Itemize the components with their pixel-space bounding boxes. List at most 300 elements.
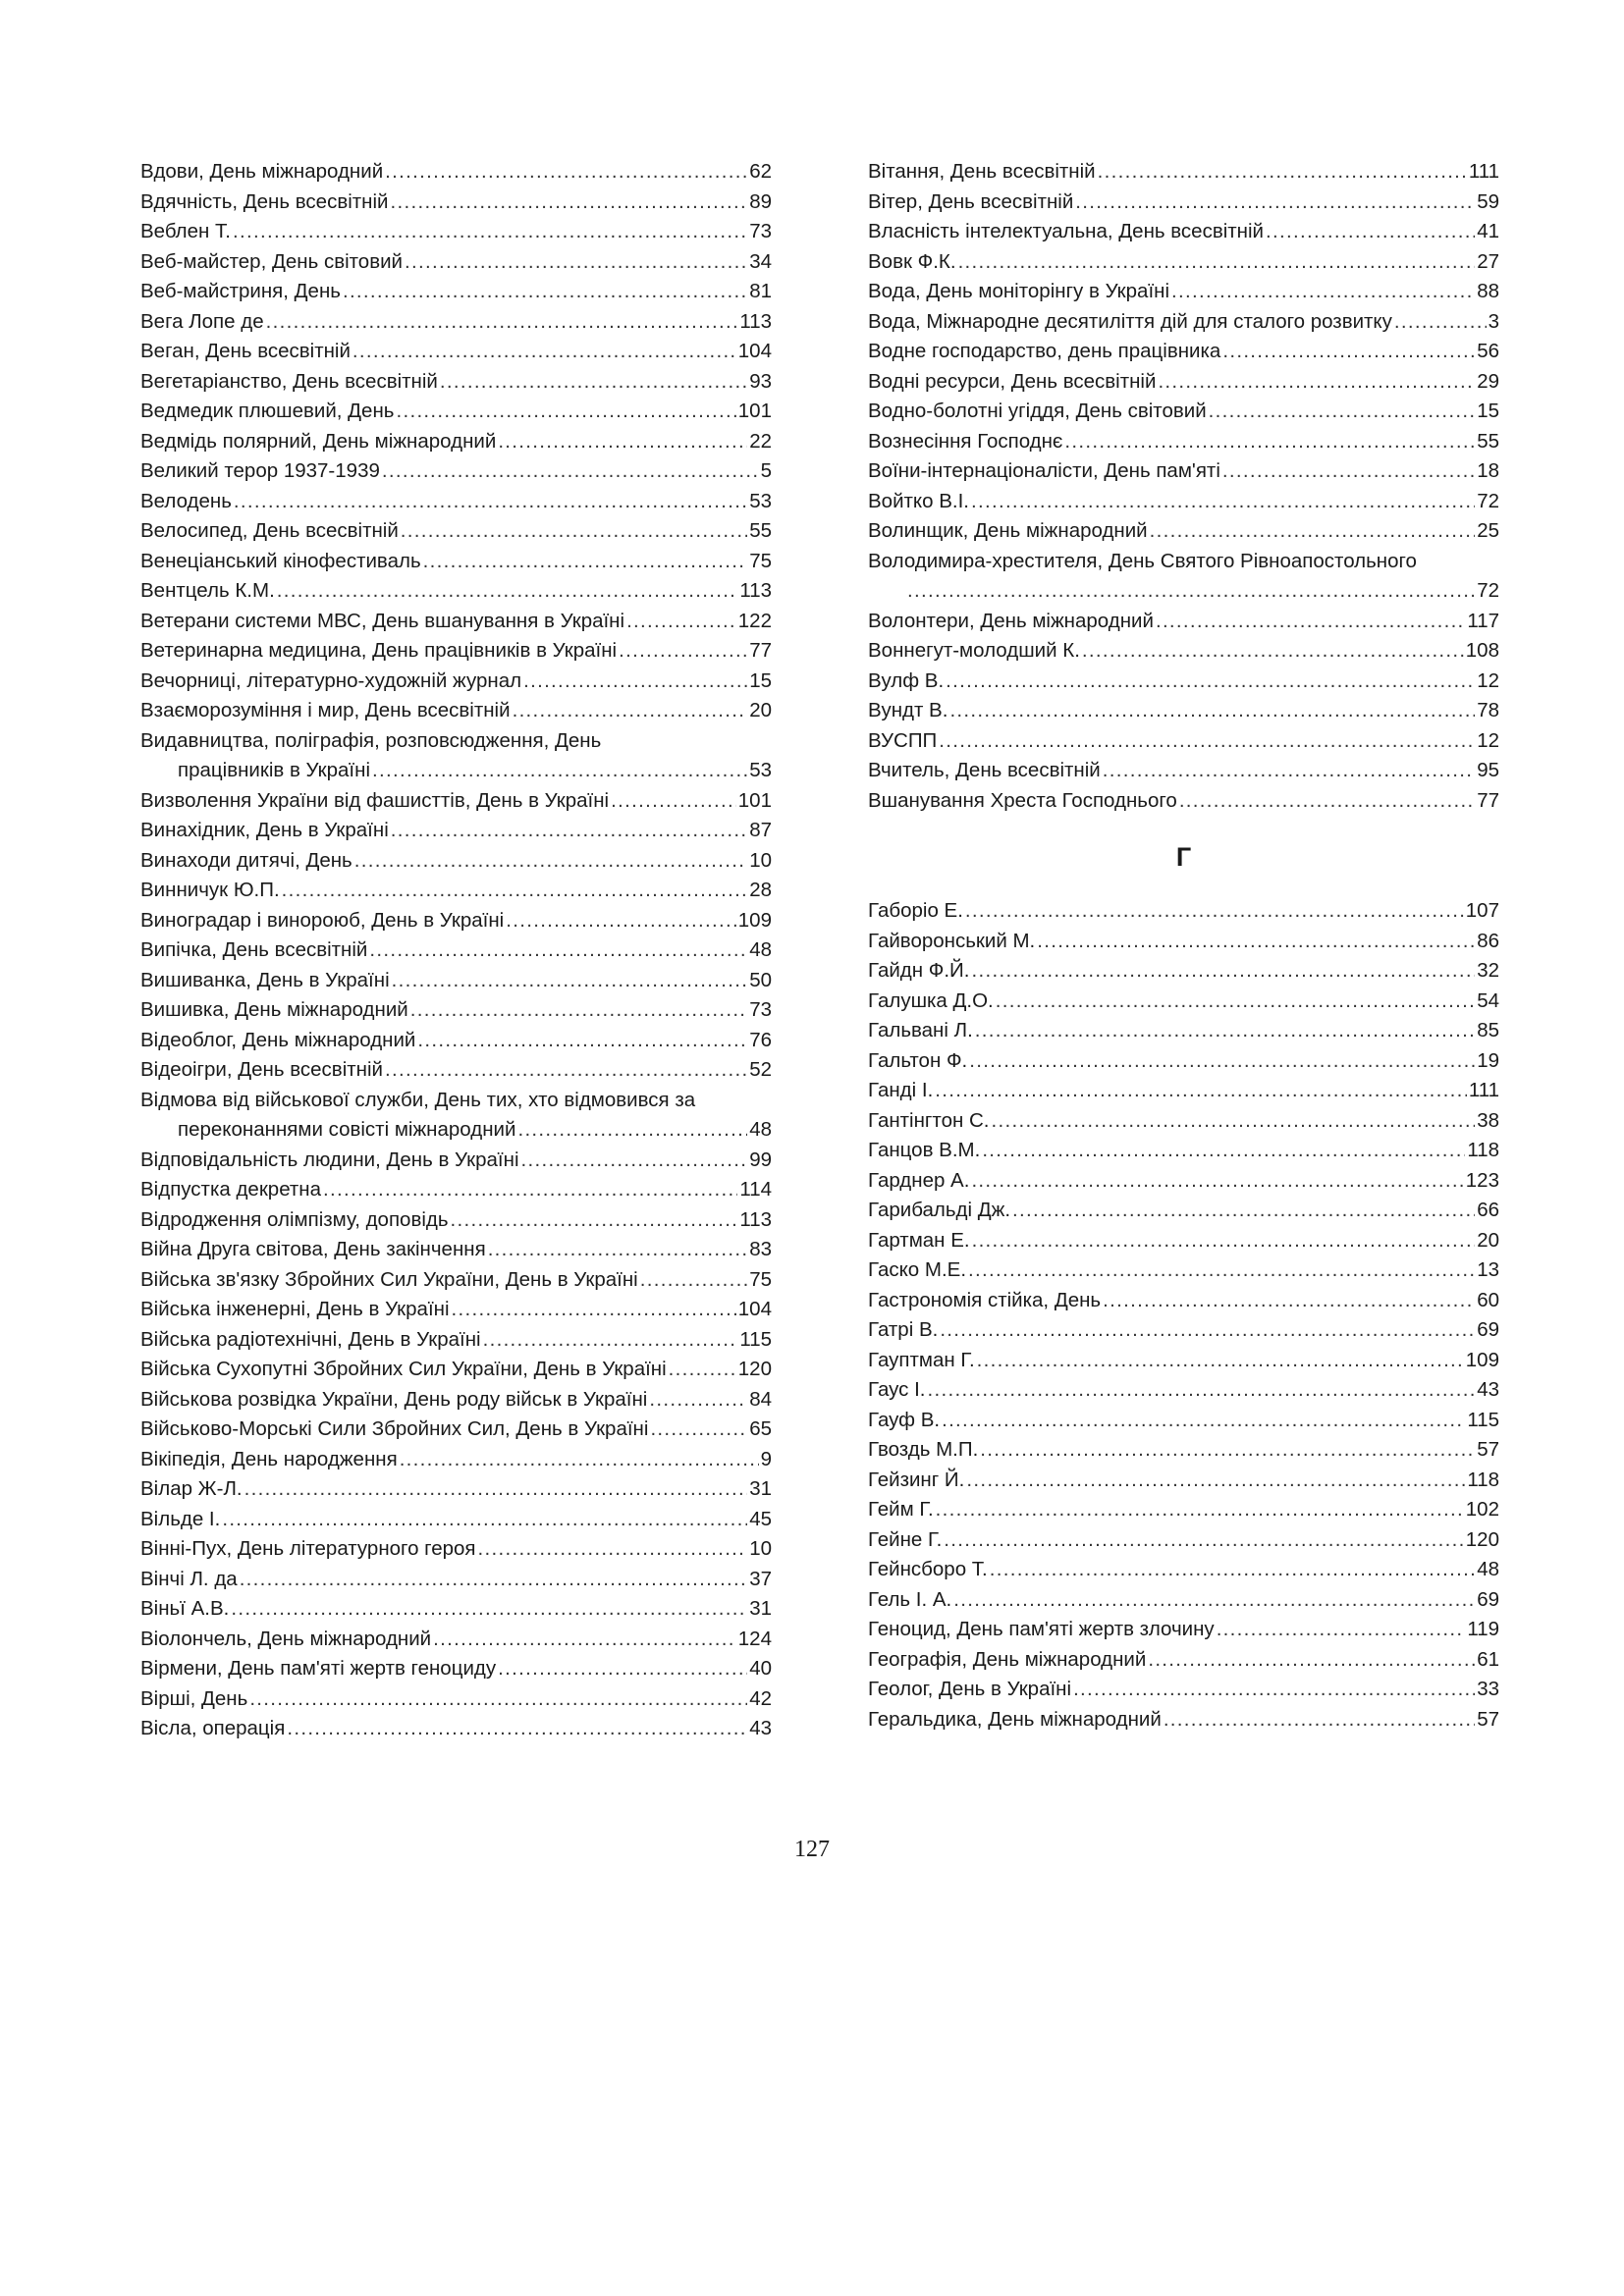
- index-page-ref: 77: [749, 639, 772, 662]
- index-term: Вітання, День всесвітній: [868, 160, 1096, 183]
- dot-leader: [266, 307, 738, 338]
- index-term: Гейм Г.: [868, 1498, 934, 1521]
- index-entry: [140, 516, 772, 547]
- index-page-ref: 111: [1468, 1079, 1499, 1101]
- index-page-ref: 88: [1477, 280, 1499, 302]
- index-term: Гауптман Г.: [868, 1348, 975, 1371]
- index-term: Гейзинг Й.: [868, 1468, 965, 1491]
- index-entry: [140, 935, 772, 966]
- dot-leader: [1266, 217, 1475, 247]
- index-entry: [140, 1684, 772, 1715]
- index-page-ref: 65: [749, 1417, 772, 1440]
- index-page-ref: 75: [749, 1267, 772, 1291]
- index-entry: [140, 1265, 772, 1296]
- index-entry: [868, 157, 1499, 187]
- index-entry: [140, 1295, 772, 1325]
- index-term: Гвоздь М.П.: [868, 1438, 979, 1461]
- index-term: Водно-болотні угіддя, День світовий: [868, 400, 1207, 422]
- index-page-ref: 118: [1467, 1468, 1499, 1491]
- index-term: Велодень: [140, 489, 232, 512]
- index-page-ref: 43: [1477, 1378, 1499, 1401]
- index-page-ref: 115: [739, 1327, 772, 1351]
- dot-leader: [969, 1046, 1475, 1077]
- index-page-ref: 104: [737, 340, 772, 362]
- index-page-ref: 85: [1477, 1019, 1499, 1041]
- dot-leader: [619, 636, 747, 667]
- index-entry: [868, 1226, 1499, 1256]
- index-page-ref: 20: [1477, 1228, 1499, 1252]
- dot-leader: [401, 516, 747, 547]
- index-entry: [140, 966, 772, 996]
- dot-leader: [222, 1505, 747, 1535]
- index-term: Вега Лопе де: [140, 309, 264, 333]
- index-entry: [868, 247, 1499, 278]
- dot-leader: [982, 1136, 1465, 1166]
- index-entry: [868, 1585, 1499, 1616]
- index-page-ref: 42: [749, 1686, 772, 1710]
- dot-leader: [966, 1466, 1465, 1496]
- dot-leader: [992, 1106, 1476, 1137]
- dot-leader: [1148, 1645, 1475, 1676]
- index-term: Велосипед, День всесвітній: [140, 519, 399, 542]
- index-entry: [868, 1196, 1499, 1226]
- index-term: Гантінгтон С.: [868, 1108, 990, 1132]
- dot-leader: [990, 1555, 1475, 1585]
- dot-leader: [1150, 516, 1476, 547]
- index-entry: [140, 1625, 772, 1655]
- index-term: Війна Друга світова, День закінчення: [140, 1238, 486, 1260]
- index-page-ref: 81: [749, 280, 772, 302]
- dot-leader: [977, 1346, 1464, 1376]
- index-term: Географія, День міжнародний: [868, 1647, 1147, 1671]
- index-entry: [868, 1016, 1499, 1046]
- index-term: Відпустка декретна: [140, 1178, 322, 1201]
- index-page-ref: 57: [1477, 1707, 1499, 1731]
- index-page-ref: 62: [749, 160, 772, 183]
- index-entry: [868, 576, 1499, 607]
- index-entry: [140, 367, 772, 398]
- index-page-ref: 53: [749, 489, 772, 512]
- index-page-ref: 75: [749, 549, 772, 572]
- index-page-ref: 73: [749, 998, 772, 1021]
- dot-leader: [927, 1375, 1475, 1406]
- index-page-ref: 118: [1467, 1139, 1499, 1161]
- dot-leader: [488, 1235, 748, 1265]
- index-page-ref: 28: [749, 879, 772, 901]
- index-page-ref: 3: [1488, 309, 1499, 333]
- index-term: Гарднер А.: [868, 1168, 970, 1192]
- index-page-ref: 66: [1477, 1199, 1499, 1221]
- dot-leader: [277, 576, 738, 607]
- dot-leader: [1073, 1675, 1475, 1705]
- index-entry: [140, 547, 772, 577]
- index-entry: [868, 1136, 1499, 1166]
- index-page-ref: 113: [739, 309, 772, 333]
- index-term: Вікіпедія, День народження: [140, 1447, 398, 1470]
- index-page-ref: 31: [749, 1597, 772, 1620]
- index-page-ref: 18: [1477, 459, 1499, 482]
- index-term: Гайдн Ф.Й.: [868, 959, 970, 982]
- index-entry: [868, 987, 1499, 1017]
- index-entry: [140, 816, 772, 846]
- index-entry: [140, 846, 772, 877]
- index-page-ref: 104: [737, 1298, 772, 1320]
- index-entry: [140, 427, 772, 457]
- dot-leader: [968, 1255, 1475, 1286]
- index-entry: [868, 397, 1499, 427]
- index-page-ref: 37: [749, 1567, 772, 1590]
- index-entry: [140, 636, 772, 667]
- index-term: Віньї А.В.: [140, 1597, 230, 1620]
- dot-leader: [244, 1474, 748, 1505]
- index-term: Вулф В.: [868, 668, 945, 692]
- index-entry: [140, 1175, 772, 1205]
- dot-leader: [417, 1026, 747, 1056]
- index-term: Вдячність, День всесвітній: [140, 189, 389, 213]
- index-page-ref: 122: [737, 609, 772, 632]
- index-entry: [140, 786, 772, 817]
- dot-leader: [972, 1226, 1476, 1256]
- dot-leader: [640, 1265, 747, 1296]
- dot-leader: [958, 247, 1476, 278]
- dot-leader: [1222, 456, 1475, 487]
- index-term: переконаннями совісті міжнародний: [178, 1118, 516, 1141]
- index-term: Вітер, День всесвітній: [868, 189, 1074, 213]
- index-entry-heading: Відмова від військової служби, День тих, хто відмовився за: [140, 1088, 696, 1111]
- dot-leader: [391, 816, 747, 846]
- index-page-ref: 50: [749, 968, 772, 991]
- index-page-ref: 54: [1477, 988, 1499, 1012]
- dot-leader: [369, 935, 747, 966]
- index-page-ref: 69: [1477, 1587, 1499, 1611]
- index-entry: [868, 1255, 1499, 1286]
- index-page-ref: 99: [749, 1148, 772, 1171]
- index-page-ref: 5: [760, 459, 772, 482]
- dot-leader: [498, 1654, 747, 1684]
- index-entry: [140, 397, 772, 427]
- index-term: Ганцов В.М.: [868, 1139, 981, 1161]
- dot-leader: [234, 487, 747, 517]
- index-term: Веб-майстриня, День: [140, 280, 341, 302]
- index-entry: [868, 726, 1499, 757]
- index-page-ref: 20: [749, 699, 772, 721]
- index-page-ref: 13: [1477, 1258, 1499, 1281]
- index-page-ref: 124: [737, 1627, 772, 1650]
- dot-leader: [240, 1565, 748, 1595]
- index-term: Війська радіотехнічні, День в Україні: [140, 1327, 481, 1351]
- index-page-ref: 15: [749, 668, 772, 692]
- index-page-ref: 87: [749, 819, 772, 841]
- index-entry: [868, 1466, 1499, 1496]
- dot-leader: [1217, 1615, 1466, 1645]
- dot-leader: [517, 1115, 747, 1146]
- dot-leader: [626, 607, 736, 637]
- dot-leader: [996, 987, 1475, 1017]
- index-column-left: [140, 157, 772, 1744]
- index-entry: [140, 456, 772, 487]
- index-term: Волинщик, День міжнародний: [868, 519, 1148, 542]
- index-page-ref: 102: [1465, 1498, 1499, 1521]
- dot-leader: [323, 1175, 737, 1205]
- index-page-ref: 111: [1468, 160, 1499, 183]
- index-term: Випічка, День всесвітній: [140, 938, 368, 961]
- index-term: Геноцид, День пам'яті жертв злочину: [868, 1618, 1215, 1640]
- dot-leader: [451, 1205, 738, 1236]
- dot-leader: [372, 756, 747, 786]
- index-entry: [140, 1415, 772, 1445]
- index-page-ref: 60: [1477, 1288, 1499, 1311]
- section-letter: Г: [1175, 842, 1192, 872]
- index-list-v: [868, 157, 1499, 816]
- index-term: Галушка Д.О.: [868, 988, 994, 1012]
- dot-leader: [971, 1166, 1463, 1197]
- index-term: Габоріо Е.: [868, 899, 963, 922]
- dot-leader: [649, 1385, 747, 1415]
- dot-leader: [282, 876, 748, 906]
- index-term: Водне господарство, день працівника: [868, 340, 1221, 362]
- index-term: Ветеринарна медицина, День працівників в Україні: [140, 639, 618, 662]
- index-page-ref: 93: [749, 369, 772, 393]
- index-page-ref: 72: [1477, 489, 1499, 512]
- index-entry: [140, 217, 772, 247]
- dot-leader: [975, 1016, 1475, 1046]
- dot-leader: [935, 1076, 1467, 1106]
- index-term: Геолог, День в Україні: [868, 1678, 1072, 1700]
- index-term: Вірші, День: [140, 1686, 248, 1710]
- index-term: Війська Сухопутні Збройних Сил України, День в Україні: [140, 1358, 667, 1380]
- dot-leader: [1171, 277, 1475, 307]
- index-entry: [868, 1435, 1499, 1466]
- index-term: Винахідник, День в Україні: [140, 819, 389, 841]
- index-term: Відродження олімпізму, доповідь: [140, 1207, 449, 1231]
- index-page-ref: 48: [749, 1118, 772, 1141]
- index-term: Власність інтелектуальна, День всесвітній: [868, 220, 1264, 242]
- index-entry: [140, 1235, 772, 1265]
- index-page-ref: 123: [1465, 1168, 1499, 1192]
- dot-leader: [506, 906, 736, 936]
- index-entry: [140, 1115, 772, 1146]
- index-page-ref: 52: [749, 1058, 772, 1081]
- index-entry: [140, 1505, 772, 1535]
- dot-leader: [1082, 636, 1464, 667]
- dot-leader: [1037, 927, 1475, 957]
- dot-leader: [669, 1355, 736, 1385]
- index-page-ref: 101: [737, 788, 772, 812]
- index-page-ref: 40: [749, 1657, 772, 1680]
- dot-leader: [953, 1585, 1475, 1616]
- index-page-ref: 95: [1477, 759, 1499, 781]
- dot-leader: [231, 1594, 747, 1625]
- dot-leader: [354, 846, 747, 877]
- index-term: Войтко В.І.: [868, 489, 969, 512]
- index-term: Венеціанський кінофестиваль: [140, 549, 421, 572]
- index-page-ref: 48: [1477, 1558, 1499, 1580]
- index-page-ref: 76: [749, 1028, 772, 1051]
- index-entry: [140, 1355, 772, 1385]
- dot-leader: [1098, 157, 1467, 187]
- dot-leader: [478, 1534, 748, 1565]
- index-page-ref: 119: [1467, 1618, 1499, 1640]
- index-entry: [140, 607, 772, 637]
- dot-leader: [423, 547, 748, 577]
- index-term: Вода, День моніторінгу в Україні: [868, 280, 1170, 302]
- dot-leader: [939, 726, 1475, 757]
- index-entry: [140, 1325, 772, 1356]
- index-entry: [868, 1615, 1499, 1645]
- index-entry: [868, 427, 1499, 457]
- dot-leader: [249, 1684, 747, 1715]
- index-entry: [868, 1495, 1499, 1525]
- index-term: Веблен Т.: [140, 220, 231, 242]
- dot-leader: [396, 397, 735, 427]
- dot-leader: [942, 1406, 1465, 1436]
- index-entry: [868, 1166, 1499, 1197]
- index-term: Гаус І.: [868, 1378, 926, 1401]
- index-entry: [140, 187, 772, 218]
- index-page-ref: 61: [1477, 1647, 1499, 1671]
- index-term: Винаходи дитячі, День: [140, 848, 352, 872]
- index-entry: [140, 576, 772, 607]
- index-entry-heading: Видавництва, поліграфія, розповсюдження, День: [140, 728, 602, 752]
- index-term: Гатрі В.: [868, 1318, 939, 1341]
- index-entry: [868, 1315, 1499, 1346]
- index-page-ref: 57: [1477, 1438, 1499, 1461]
- dot-leader: [452, 1295, 736, 1325]
- index-entry: [868, 756, 1499, 786]
- dot-leader: [1394, 307, 1487, 338]
- index-entry: [868, 1525, 1499, 1556]
- dot-leader: [483, 1325, 738, 1356]
- index-entry: [140, 1385, 772, 1415]
- dot-leader: [611, 786, 736, 817]
- dot-leader: [498, 427, 747, 457]
- index-entry: [140, 756, 772, 786]
- index-term: Гауф В.: [868, 1408, 941, 1431]
- index-term: Винничук Ю.П.: [140, 879, 280, 901]
- index-page-ref: 83: [749, 1238, 772, 1260]
- index-entry: [868, 696, 1499, 726]
- index-entry: [868, 516, 1499, 547]
- index-page-ref: 27: [1477, 249, 1499, 273]
- index-entry: [868, 337, 1499, 367]
- index-term: Військова розвідка України, День роду військ в Україні: [140, 1387, 648, 1411]
- index-term: Великий терор 1937-1939: [140, 459, 380, 482]
- index-entry: [140, 1055, 772, 1086]
- dot-leader: [1179, 786, 1475, 817]
- index-term: Воннегут-молодший К.: [868, 639, 1080, 662]
- dot-leader: [650, 1415, 747, 1445]
- index-page-ref: 12: [1477, 728, 1499, 752]
- index-term: Вчитель, День всесвітній: [868, 759, 1101, 781]
- dot-leader: [965, 896, 1464, 927]
- index-term: Гартман Е.: [868, 1228, 970, 1252]
- index-page-ref: 113: [739, 1207, 772, 1231]
- index-page-ref: 108: [1465, 639, 1499, 662]
- index-entry: [868, 1106, 1499, 1137]
- index-page-ref: 53: [749, 759, 772, 781]
- index-term: працівників в Україні: [178, 759, 371, 781]
- index-entry: [140, 1445, 772, 1475]
- index-page-ref: 55: [749, 519, 772, 542]
- index-entry: [140, 1565, 772, 1595]
- index-page-ref: 41: [1477, 220, 1499, 242]
- index-entry: [140, 1534, 772, 1565]
- index-term: Ведмедик плюшевий, День: [140, 400, 395, 422]
- index-page-ref: 120: [737, 1358, 772, 1380]
- index-page-ref: 31: [749, 1477, 772, 1500]
- index-term: Вознесіння Господнє: [868, 429, 1063, 453]
- index-term: Гайворонський М.: [868, 929, 1036, 952]
- index-entry: [140, 1205, 772, 1236]
- index-page-ref: 117: [1467, 609, 1499, 632]
- index-entry: [140, 487, 772, 517]
- index-term: Вдови, День міжнародний: [140, 160, 384, 183]
- index-entry: [868, 1675, 1499, 1705]
- index-page-ref: 69: [1477, 1318, 1499, 1341]
- dot-leader: [1012, 1196, 1475, 1226]
- dot-leader: [390, 187, 747, 218]
- index-page-ref: 72: [1477, 579, 1499, 602]
- index-entry: [868, 1645, 1499, 1676]
- index-entry: [868, 187, 1499, 218]
- index-entry: [868, 1406, 1499, 1436]
- index-entry: [140, 1714, 772, 1744]
- index-page-ref: 107: [1465, 899, 1499, 922]
- dot-leader: [523, 667, 747, 697]
- index-term: Вілар Ж-Л.: [140, 1477, 243, 1500]
- index-page-ref: 45: [749, 1507, 772, 1530]
- index-term: Геральдика, День міжнародний: [868, 1707, 1162, 1731]
- index-term: Гарибальді Дж.: [868, 1199, 1011, 1221]
- index-page-ref: 109: [1465, 1348, 1499, 1371]
- dot-leader: [1075, 187, 1475, 218]
- index-term: Ведмідь полярний, День міжнародний: [140, 429, 497, 453]
- index-term: Вінчі Л. да: [140, 1567, 238, 1590]
- index-page-ref: 55: [1477, 429, 1499, 453]
- index-page-ref: 86: [1477, 929, 1499, 952]
- index-page-ref: 73: [749, 220, 772, 242]
- index-entry: [868, 487, 1499, 517]
- dot-leader: [946, 667, 1475, 697]
- index-term: Визволення України від фашисттів, День в Україні: [140, 788, 610, 812]
- index-page-ref: 9: [760, 1447, 772, 1470]
- dot-leader: [513, 696, 748, 726]
- dot-leader: [233, 217, 747, 247]
- index-term: Вишивка, День міжнародний: [140, 998, 408, 1021]
- index-term: Взаєморозуміння і мир, День всесвітній: [140, 699, 511, 721]
- index-entry: [868, 367, 1499, 398]
- index-page-ref: 15: [1477, 400, 1499, 422]
- index-term: Військово-Морські Сили Збройних Сил, День в Україні: [140, 1417, 649, 1440]
- dot-leader: [385, 157, 747, 187]
- index-entry: [140, 1474, 772, 1505]
- index-term: Віолончель, День міжнародний: [140, 1627, 432, 1650]
- index-term: Вірмени, День пам'яті жертв геноциду: [140, 1657, 497, 1680]
- index-page-ref: 29: [1477, 369, 1499, 393]
- index-term: Воїни-інтернаціоналісти, День пам'яті: [868, 459, 1220, 482]
- index-term: Виноградар і винороюб, День в Україні: [140, 908, 505, 932]
- index-page-ref: 56: [1477, 340, 1499, 362]
- index-entry: [868, 1705, 1499, 1735]
- index-entry: [140, 247, 772, 278]
- index-term: Гальтон Ф.: [868, 1048, 968, 1072]
- index-page-ref: 120: [1465, 1527, 1499, 1551]
- index-term: Вундт В.: [868, 699, 948, 721]
- index-term: Вишиванка, День в Україні: [140, 968, 390, 991]
- index-entry: [868, 1076, 1499, 1106]
- index-term: Гастрономія стійка, День: [868, 1288, 1102, 1311]
- index-term: Війська інженерні, День в Україні: [140, 1298, 450, 1320]
